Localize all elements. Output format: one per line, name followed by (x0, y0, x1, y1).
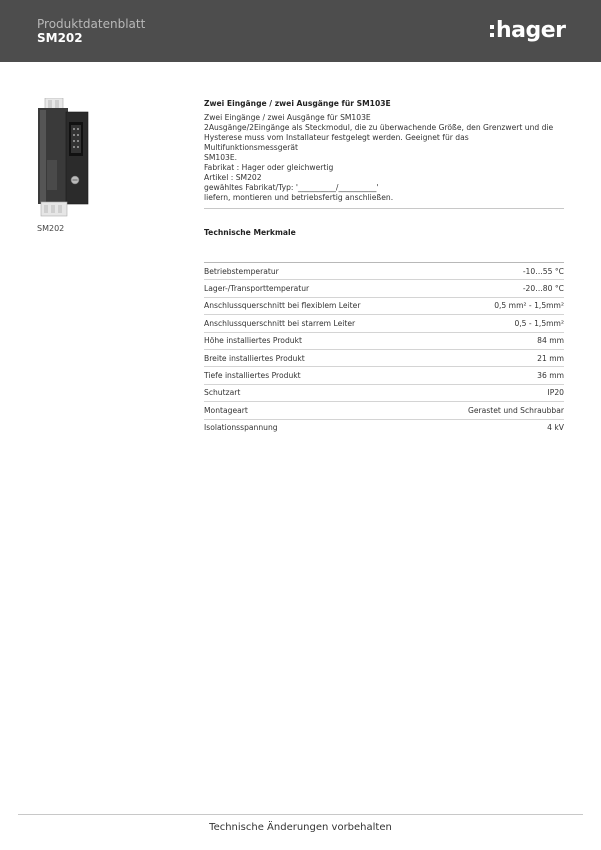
spec-label: Schutzart (204, 388, 241, 398)
product-photo-caption: SM202 (37, 224, 65, 233)
spec-row (204, 384, 564, 401)
description-line: Fabrikat : Hager oder gleichwertig (204, 163, 334, 172)
spec-value: 36 mm (537, 371, 564, 381)
spec-label: Lager-/Transporttemperatur (204, 284, 310, 294)
spec-value: IP20 (547, 388, 564, 398)
spec-value: 0,5 mm² - 1,5mm² (494, 301, 564, 311)
spec-label: Anschlussquerschnitt bei flexiblem Leiter (204, 301, 361, 311)
spec-value: 21 mm (537, 353, 564, 363)
product-code-heading: SM202 (37, 31, 83, 45)
spec-label: Anschlussquerschnitt bei starrem Leiter (204, 318, 356, 328)
spec-row (204, 332, 564, 349)
spec-row (204, 262, 564, 279)
footer-disclaimer: Technische Änderungen vorbehalten (209, 822, 392, 833)
product-photo (33, 98, 91, 218)
doc-type-label: Produktdatenblatt (37, 17, 146, 31)
spec-label: Breite installiertes Produkt (204, 353, 305, 363)
description-line: gewähltes Fabrikat/Typ: '__________/__________' (204, 183, 379, 192)
spec-row (204, 314, 564, 331)
description-line: 2Ausgänge/2Eingänge als Steckmodul, die zu überwachende Größe, den Grenzwert und die (204, 123, 554, 132)
spec-value: -20…80 °C (522, 284, 564, 294)
spec-label: Höhe installiertes Produkt (204, 336, 302, 346)
section-divider (204, 208, 564, 209)
description-line: SM103E. (204, 153, 238, 162)
spec-row (204, 401, 564, 418)
specs-table (204, 262, 564, 436)
specs-section-title: Technische Merkmale (204, 228, 296, 237)
spec-value: 0,5 - 1,5mm² (514, 318, 564, 328)
description-line: Zwei Eingänge / zwei Ausgänge für SM103E (204, 113, 371, 122)
spec-label: Betriebstemperatur (204, 266, 279, 276)
logo-dots-icon (490, 25, 494, 37)
spec-row (204, 349, 564, 366)
spec-label: Tiefe installiertes Produkt (204, 371, 301, 381)
description-line: Artikel : SM202 (204, 173, 262, 182)
spec-row (204, 279, 564, 296)
description-line: Hysterese muss vom Installateur festgelegt werden. Geeignet für das Multifunktionsmessgerät (204, 133, 472, 152)
hager-logo (490, 16, 566, 44)
description-title: Zwei Eingänge / zwei Ausgänge für SM103E (204, 99, 391, 108)
spec-row (204, 419, 564, 436)
spec-row (204, 297, 564, 314)
product-description (204, 99, 564, 203)
logo-text: hager (496, 17, 566, 43)
spec-row (204, 366, 564, 383)
page-header (0, 0, 601, 62)
spec-label: Isolationsspannung (204, 423, 278, 433)
spec-value: 84 mm (537, 336, 564, 346)
spec-value: 4 kV (547, 423, 564, 433)
footer-divider (18, 814, 583, 815)
spec-value: -10…55 °C (522, 266, 564, 276)
description-line: liefern, montieren und betriebsfertig anschließen. (204, 193, 394, 202)
spec-value: Gerastet und Schraubbar (467, 405, 564, 415)
spec-label: Montageart (204, 405, 248, 415)
